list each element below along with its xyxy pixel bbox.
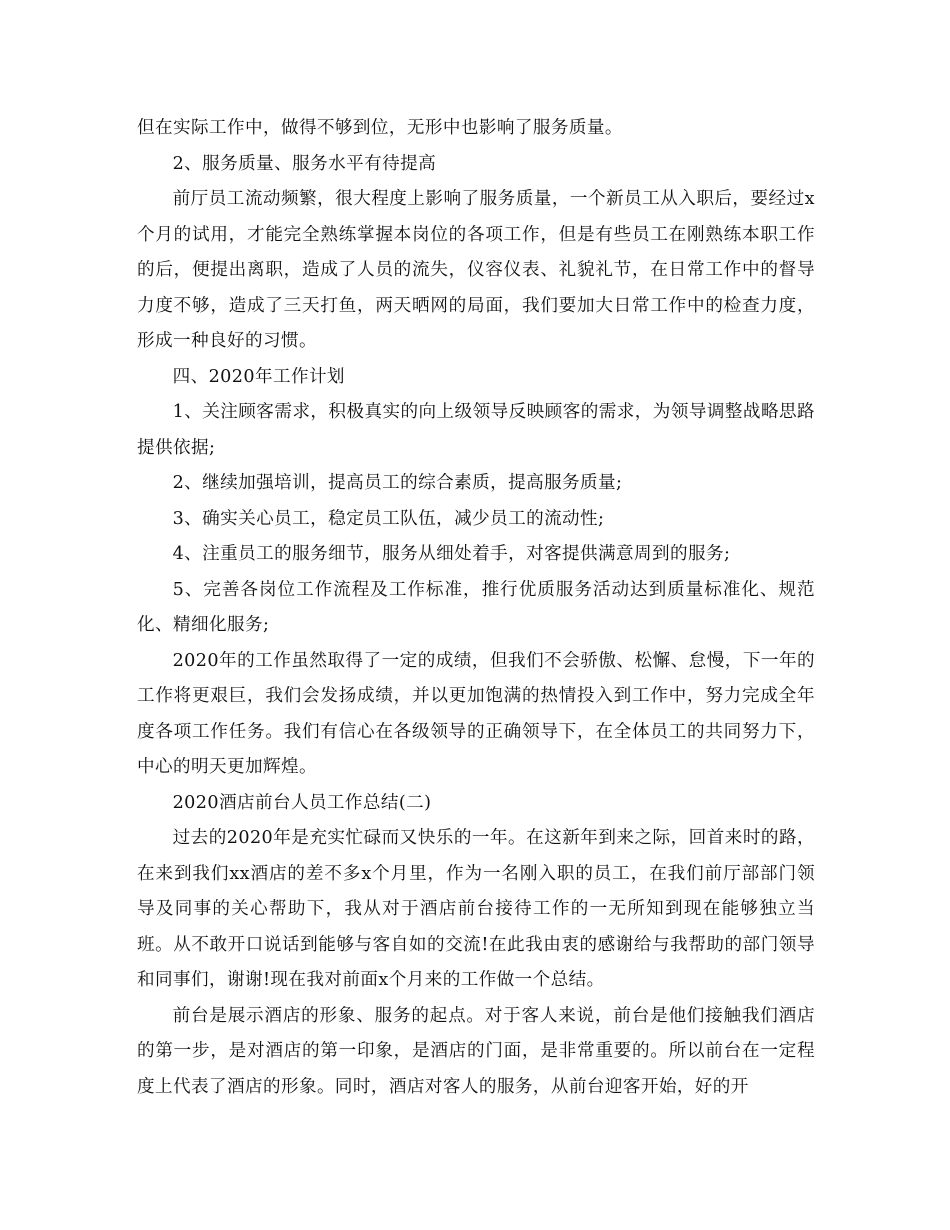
plan-item-4: 4、注重员工的服务细节，服务从细处着手，对客提供满意周到的服务;	[172, 544, 731, 564]
subheading-service-quality: 2、服务质量、服务水平有待提高	[172, 153, 437, 174]
paragraph-year-review: 过去的2020年是充实忙碌而又快乐的一年。在这新年到来之际，回首来时的路，在来到我们xx酒店的差不多x个月里，作为一名刚入职的员工，在我们前厅部部门领导及同事的关心帮助下，我从对于酒店前台接待工作的一无所知到现在能够独立当班。从不敢开口说话到能够与客自如的交流!在此我由衷的感谢给与我帮助的部门领导和同事们，谢谢!现在我对前面x个月来的工作做一个总结。	[137, 828, 815, 990]
paragraph-continuation: 但在实际工作中，做得不够到位，无形中也影响了服务质量。	[137, 118, 623, 138]
plan-item-2: 2、继续加强培训，提高员工的综合素质，提高服务质量;	[172, 473, 623, 493]
paragraph-front-desk-role: 前台是展示酒店的形象、服务的起点。对于客人来说，前台是他们接触我们酒店的第一步，是对酒店的第一印象，是酒店的门面，是非常重要的。所以前台在一定程度上代表了酒店的形象。同时，酒店对客人的服务，从前台迎客开始，好的开	[137, 1005, 815, 1097]
paragraph-staff-turnover: 前厅员工流动频繁，很大程度上影响了服务质量，一个新员工从入职后，要经过x个月的试用，才能完全熟练掌握本岗位的各项工作，但是有些员工在刚熟练本职工作的后，便提出离职，造成了人员的流失，仪容仪表、礼貌礼节，在日常工作中的督导力度不够，造成了三天打鱼，两天晒网的局面，我们要加大日常工作中的检查力度，形成一种良好的习惯。	[137, 189, 815, 351]
section-heading-work-plan: 四、2020年工作计划	[172, 366, 345, 387]
document-body	[137, 111, 815, 1105]
paragraph-conclusion: 2020年的工作虽然取得了一定的成绩，但我们不会骄傲、松懈、怠慢，下一年的工作将更艰巨，我们会发扬成绩，并以更加饱满的热情投入到工作中，努力完成全年度各项工作任务。我们有信心在各级领导的正确领导下，在全体员工的共同努力下，中心的明天更加辉煌。	[137, 650, 815, 777]
plan-item-3: 3、确实关心员工，稳定员工队伍，减少员工的流动性;	[172, 508, 605, 529]
plan-item-1: 1、关注顾客需求，积极真实的向上级领导反映顾客的需求，为领导调整战略思路提供依据;	[137, 402, 815, 458]
plan-item-5: 5、完善各岗位工作流程及工作标准，推行优质服务活动达到质量标准化、规范化、精细化服务;	[137, 579, 815, 635]
section-heading-summary-two: 2020酒店前台人员工作总结(二)	[172, 792, 432, 813]
